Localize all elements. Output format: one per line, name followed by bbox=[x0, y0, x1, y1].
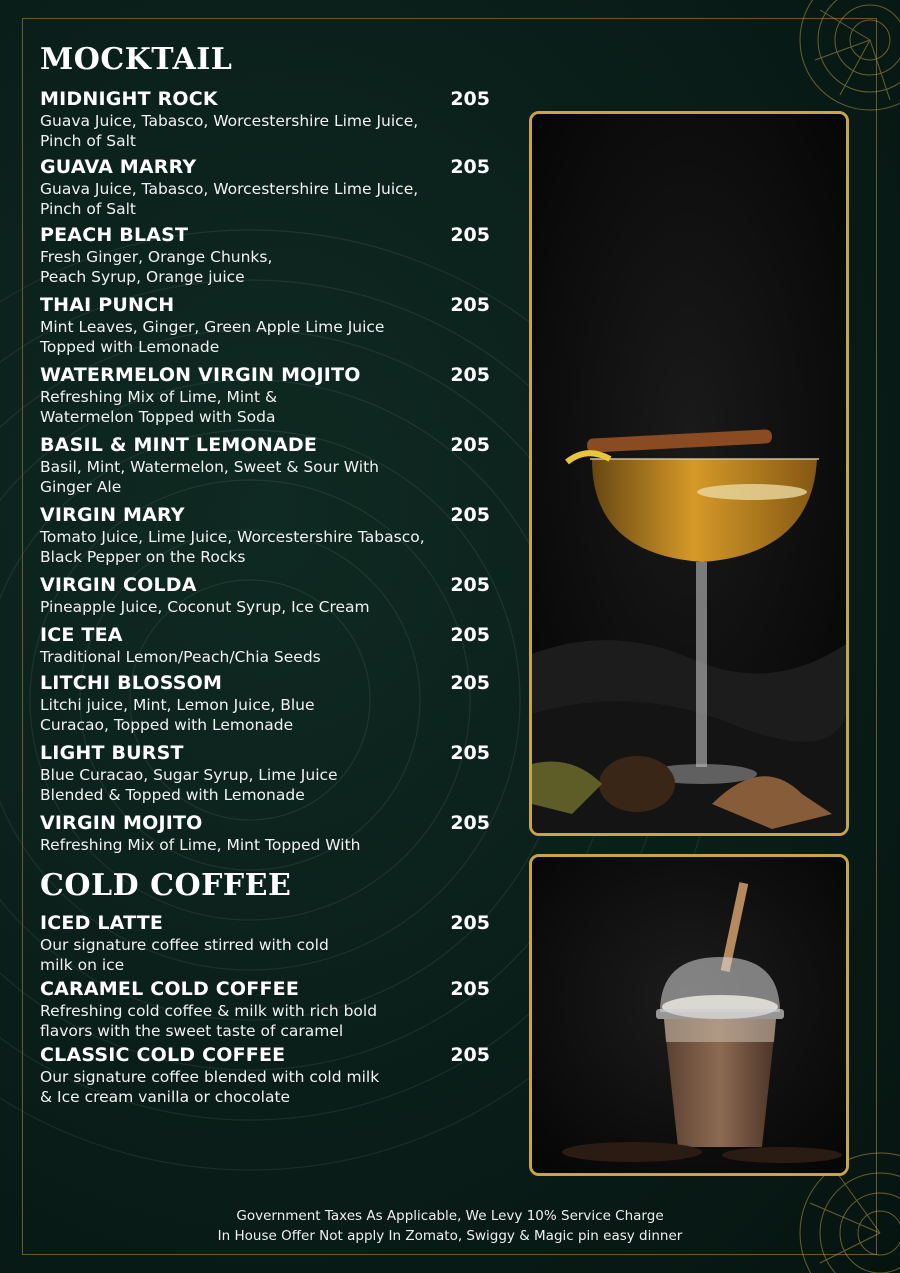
item-name: BASIL & MINT LEMONADE bbox=[40, 434, 318, 456]
menu-item bbox=[40, 88, 500, 151]
item-price: 205 bbox=[450, 364, 490, 386]
mandala-ornament-top-right bbox=[760, 0, 900, 120]
item-description: Guava Juice, Tabasco, Worcestershire Lime Juice, Pinch of Salt bbox=[40, 180, 419, 218]
menu-item bbox=[40, 624, 500, 667]
item-name: VIRGIN COLDA bbox=[40, 574, 197, 596]
item-price: 205 bbox=[450, 224, 490, 246]
item-description: Traditional Lemon/Peach/Chia Seeds bbox=[40, 648, 321, 666]
item-description: Tomato Juice, Lime Juice, Worcestershire Tabasco, Black Pepper on the Rocks bbox=[40, 528, 425, 566]
menu-item bbox=[40, 672, 500, 735]
item-name: GUAVA MARRY bbox=[40, 156, 197, 178]
item-name: LIGHT BURST bbox=[40, 742, 184, 764]
item-description: Refreshing Mix of Lime, Mint & Watermelon Topped with Soda bbox=[40, 388, 278, 426]
item-price: 205 bbox=[450, 1044, 490, 1066]
item-price: 205 bbox=[450, 294, 490, 316]
item-description: Refreshing cold coffee & milk with rich bold flavors with the sweet taste of caramel bbox=[40, 1002, 378, 1040]
item-description: Blue Curacao, Sugar Syrup, Lime Juice Blended & Topped with Lemonade bbox=[40, 766, 338, 804]
item-price: 205 bbox=[450, 742, 490, 764]
item-description: Litchi juice, Mint, Lemon Juice, Blue Curacao, Topped with Lemonade bbox=[40, 696, 315, 734]
item-price: 205 bbox=[450, 156, 490, 178]
item-price: 205 bbox=[450, 434, 490, 456]
item-price: 205 bbox=[450, 812, 490, 834]
menu-item bbox=[40, 156, 500, 219]
menu-item bbox=[40, 504, 500, 567]
item-name: THAI PUNCH bbox=[40, 294, 175, 316]
item-description: Mint Leaves, Ginger, Green Apple Lime Juice Topped with Lemonade bbox=[40, 318, 385, 356]
item-price: 205 bbox=[450, 912, 490, 934]
item-description: Our signature coffee stirred with cold milk on ice bbox=[40, 936, 329, 974]
item-name: ICED LATTE bbox=[40, 912, 164, 934]
item-name: CLASSIC COLD COFFEE bbox=[40, 1044, 286, 1066]
item-description: Guava Juice, Tabasco, Worcestershire Lime Juice, Pinch of Salt bbox=[40, 112, 419, 150]
item-name: VIRGIN MARY bbox=[40, 504, 185, 526]
item-description: Basil, Mint, Watermelon, Sweet & Sour With Ginger Ale bbox=[40, 458, 380, 496]
menu-item bbox=[40, 294, 500, 357]
item-name: CARAMEL COLD COFFEE bbox=[40, 978, 299, 1000]
item-description: Our signature coffee blended with cold milk & Ice cream vanilla or chocolate bbox=[40, 1068, 380, 1106]
item-description: Pineapple Juice, Coconut Syrup, Ice Cream bbox=[40, 598, 370, 616]
menu-item bbox=[40, 434, 500, 497]
menu-item bbox=[40, 812, 500, 855]
menu-item bbox=[40, 978, 500, 1041]
section-title-cold-coffee: COLD COFFEE bbox=[40, 868, 292, 903]
item-name: WATERMELON VIRGIN MOJITO bbox=[40, 364, 361, 386]
iced-coffee-cup-photo bbox=[529, 854, 849, 1176]
section-title-mocktail: MOCKTAIL bbox=[40, 42, 233, 77]
item-name: ICE TEA bbox=[40, 624, 123, 646]
item-price: 205 bbox=[450, 574, 490, 596]
menu-item bbox=[40, 224, 500, 287]
item-description: Refreshing Mix of Lime, Mint Topped With bbox=[40, 836, 361, 854]
menu-item bbox=[40, 742, 500, 805]
item-name: VIRGIN MOJITO bbox=[40, 812, 203, 834]
item-name: MIDNIGHT ROCK bbox=[40, 88, 218, 110]
item-price: 205 bbox=[450, 624, 490, 646]
item-name: LITCHI BLOSSOM bbox=[40, 672, 223, 694]
item-price: 205 bbox=[450, 504, 490, 526]
item-price: 205 bbox=[450, 672, 490, 694]
item-name: PEACH BLAST bbox=[40, 224, 189, 246]
item-price: 205 bbox=[450, 978, 490, 1000]
menu-item bbox=[40, 574, 500, 617]
menu-item bbox=[40, 912, 500, 975]
cocktail-coupe-photo bbox=[529, 111, 849, 836]
footer-tax-note: Government Taxes As Applicable, We Levy 10% Service Charge bbox=[236, 1208, 664, 1224]
footer-offer-note: In House Offer Not apply In Zomato, Swiggy & Magic pin easy dinner bbox=[217, 1228, 683, 1244]
item-price: 205 bbox=[450, 88, 490, 110]
menu-item bbox=[40, 1044, 500, 1107]
menu-item bbox=[40, 364, 500, 427]
item-description: Fresh Ginger, Orange Chunks, Peach Syrup, Orange juice bbox=[40, 248, 273, 286]
